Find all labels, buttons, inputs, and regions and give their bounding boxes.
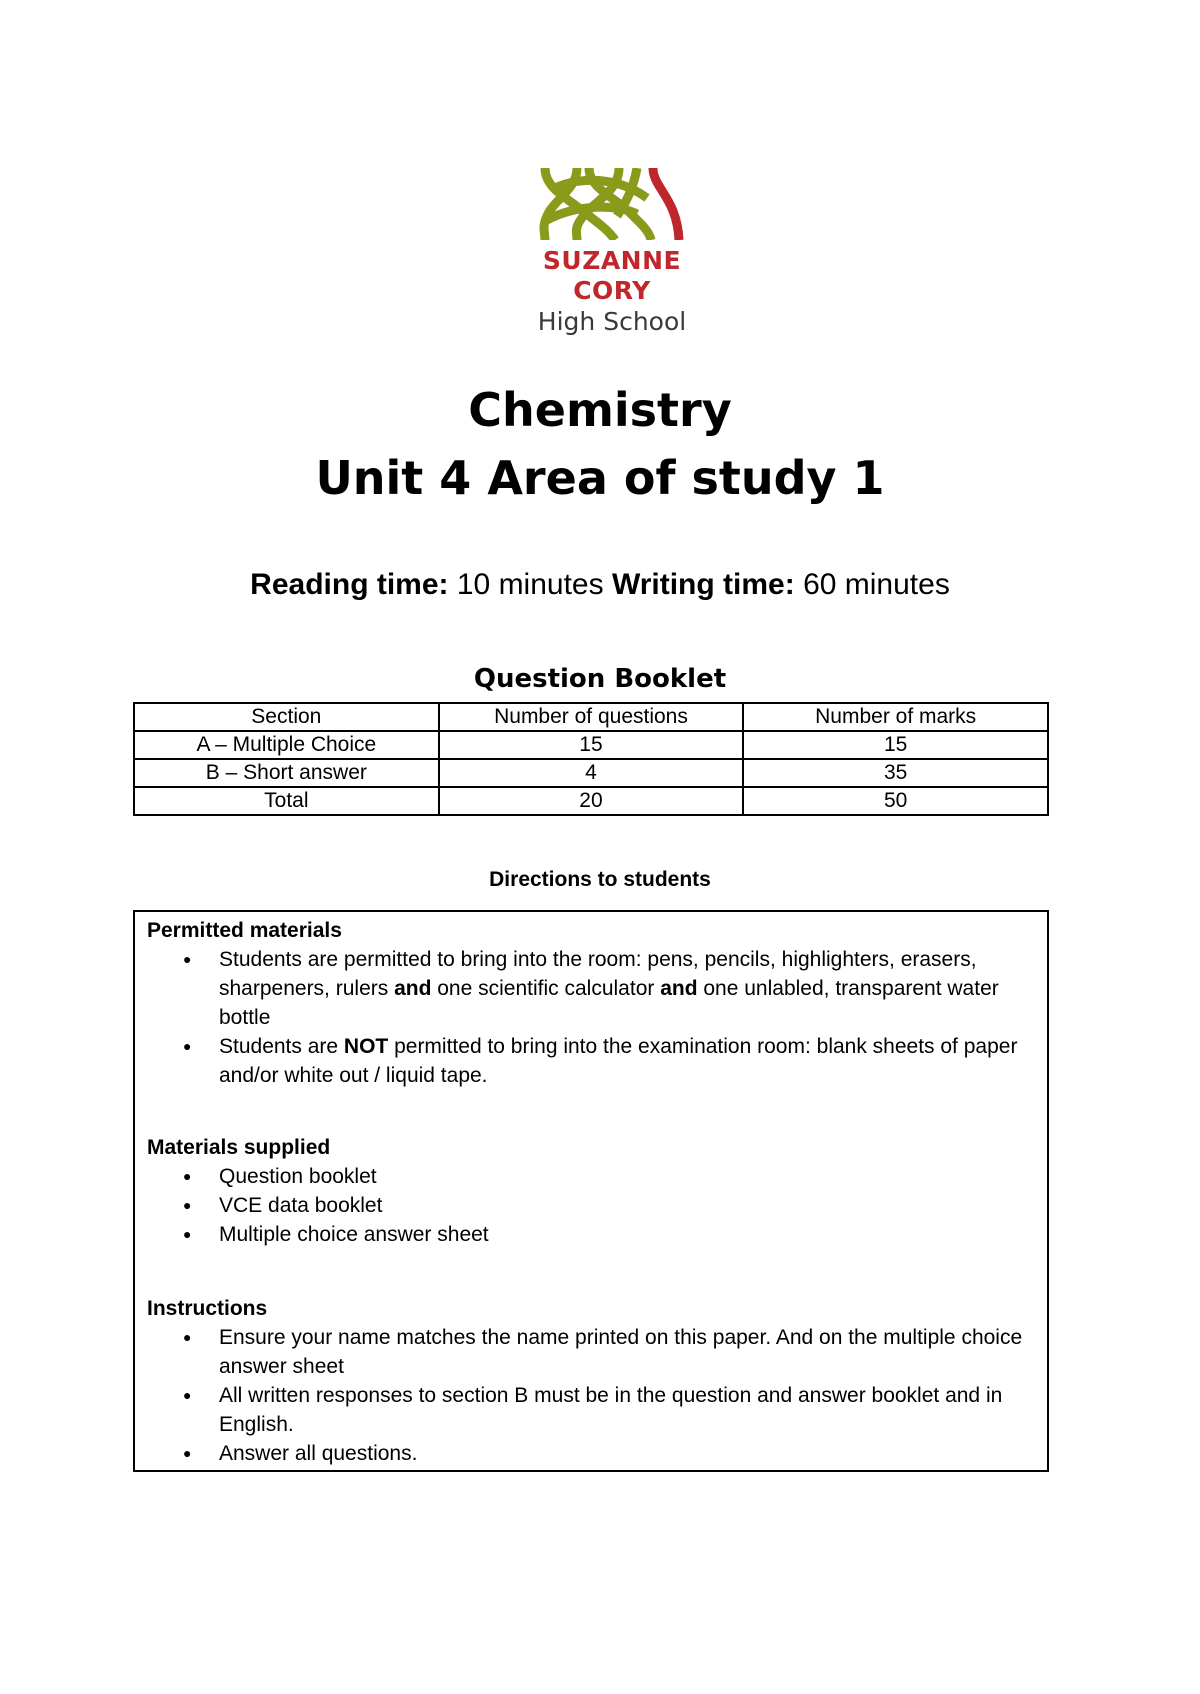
school-name: SUZANNE CORY [542,246,682,305]
table-cell: 15 [743,731,1048,759]
instructions-list [147,1323,1037,1468]
text-run: permitted to bring into the examination room: blank sheets of paper and/or white out / liquid tape. [219,1035,1018,1087]
text-run: Students are [219,1035,344,1058]
exam-times [0,567,1200,603]
text-run: Students are permitted to bring into the room: pens, pencils, highlighters, erasers, sharpeners, rulers [219,948,977,1000]
school-subtitle: High School [537,307,687,336]
table-cell: 15 [439,731,744,759]
writing-time-value: 60 minutes [794,568,950,601]
table-cell: 20 [439,787,744,815]
list-item [147,945,1037,1032]
table-cell: Total [134,787,439,815]
subject-title: Chemistry [468,383,732,437]
table-row [134,787,1048,815]
school-crest-icon [537,168,687,240]
list-item: ● VCE data booklet [147,1191,1037,1220]
reading-time-value: 10 minutes [448,568,612,601]
list-item: ● Ensure your name matches the name printed on this paper. And on the multiple choice answer sheet [147,1323,1037,1381]
table-cell: 4 [439,759,744,787]
directions-heading: Directions to students [489,868,711,891]
list-item: ● Multiple choice answer sheet [147,1220,1037,1249]
list-item [147,1032,1037,1090]
school-logo [500,168,724,336]
table-header-cell: Number of marks [743,703,1048,731]
unit-title: Unit 4 Area of study 1 [315,451,885,505]
table-cell: A – Multiple Choice [134,731,439,759]
table-cell: B – Short answer [134,759,439,787]
instructions-heading: Instructions [147,1297,268,1320]
materials-supplied-list [147,1162,1037,1249]
bold-run: and [394,977,432,1000]
booklet-heading: Question Booklet [473,664,727,694]
directions-box [133,910,1049,1472]
table-cell: 50 [743,787,1048,815]
table-row [134,759,1048,787]
writing-time-label: Writing time: [611,568,795,601]
permitted-materials-list [147,945,1037,1090]
list-item: ● Answer all questions. [147,1439,1037,1468]
text-run: one scientific calculator [431,977,661,1000]
reading-time-label: Reading time: [250,568,449,601]
materials-supplied-heading: Materials supplied [147,1136,331,1159]
table-header-row [134,703,1048,731]
sections-table [133,702,1049,816]
list-item: ● All written responses to section B must be in the question and answer booklet and in English. [147,1381,1037,1439]
bold-run: NOT [343,1035,389,1058]
table-cell: 35 [743,759,1048,787]
list-item: ● Question booklet [147,1162,1037,1191]
table-row [134,731,1048,759]
text-run: one unlabled, transparent water bottle [219,977,999,1029]
permitted-materials-heading: Permitted materials [147,919,342,942]
table-header-cell: Number of questions [439,703,744,731]
bold-run: and [660,977,698,1000]
table-header-cell: Section [134,703,439,731]
